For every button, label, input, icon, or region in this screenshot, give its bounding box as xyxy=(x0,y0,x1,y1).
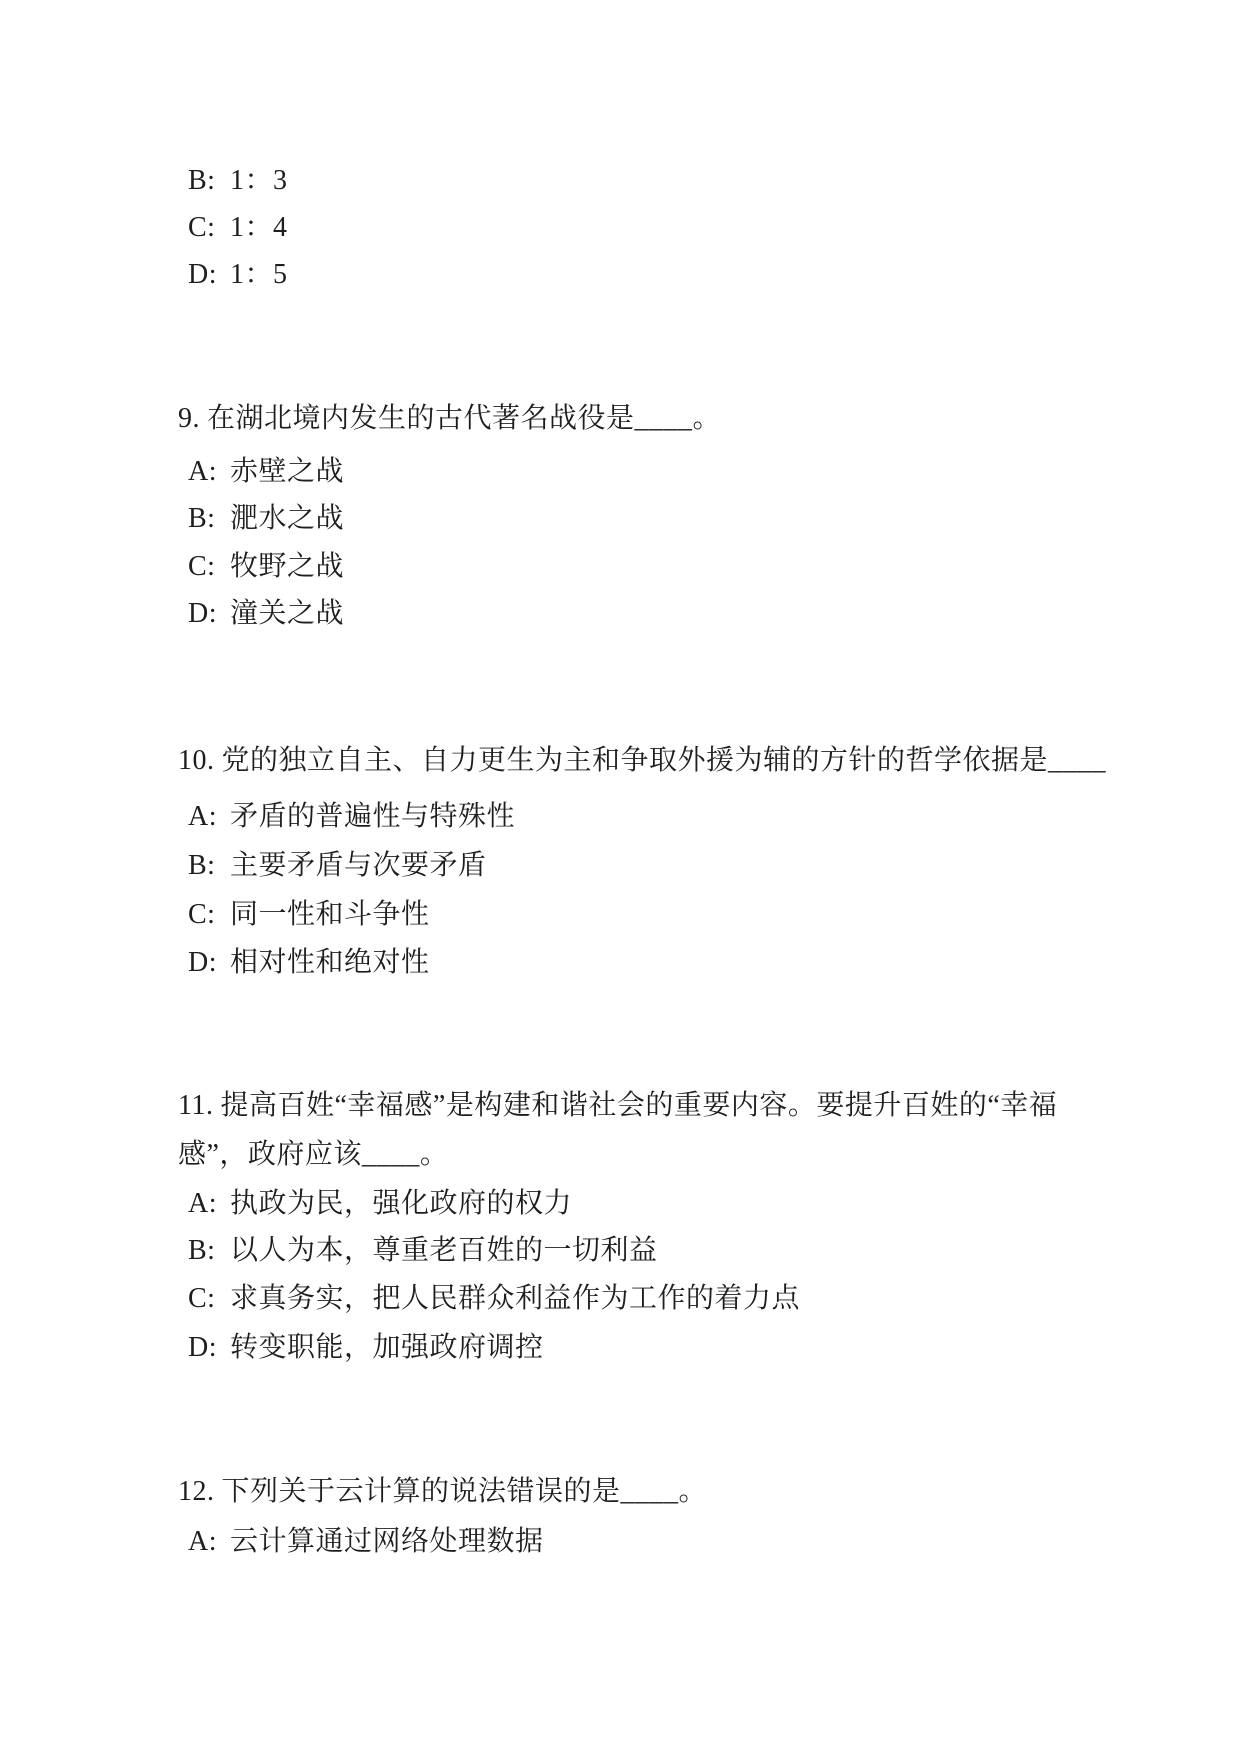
option-label: A: xyxy=(188,1526,217,1557)
option-label: D: xyxy=(188,259,217,290)
option-text: 同一性和斗争性 xyxy=(230,899,430,930)
question-11-stem-line-1 xyxy=(178,1088,1178,1124)
option-label: A: xyxy=(188,456,217,487)
option-text: 赤壁之战 xyxy=(230,456,345,487)
option-text: 潼关之战 xyxy=(230,598,345,629)
option-label: D: xyxy=(188,947,217,978)
question-9-stem xyxy=(178,401,1178,437)
option-text: 主要矛盾与次要矛盾 xyxy=(230,850,487,881)
question-stem-text: 感”，政府应该____。 xyxy=(178,1139,449,1170)
option-label: D: xyxy=(188,1332,217,1363)
option-label: C: xyxy=(188,1283,216,1314)
question-11-option-c xyxy=(188,1281,1188,1317)
option-text: 1：5 xyxy=(230,259,288,290)
option-label: A: xyxy=(188,801,217,832)
question-12-stem xyxy=(178,1474,1178,1510)
question-11-option-b xyxy=(188,1233,1188,1269)
option-text: 执政为民，强化政府的权力 xyxy=(230,1188,573,1219)
option-label: A: xyxy=(188,1188,217,1219)
question-number: 11. xyxy=(178,1090,214,1121)
option-label: B: xyxy=(188,503,216,534)
option-text: 云计算通过网络处理数据 xyxy=(230,1526,544,1557)
option-text: 以人为本，尊重老百姓的一切利益 xyxy=(230,1235,658,1266)
question-9-option-b xyxy=(188,501,1188,537)
option-text: 求真务实，把人民群众利益作为工作的着力点 xyxy=(230,1283,801,1314)
question-stem-text: 下列关于云计算的说法错误的是____。 xyxy=(221,1476,708,1507)
question-number: 9. xyxy=(178,403,200,434)
option-text: 1：3 xyxy=(230,165,288,196)
question-number: 10. xyxy=(178,745,215,776)
question-10-option-b xyxy=(188,848,1188,884)
carryover-option-d xyxy=(188,257,1188,293)
option-text: 相对性和绝对性 xyxy=(230,947,430,978)
option-text: 淝水之战 xyxy=(230,503,345,534)
option-text: 牧野之战 xyxy=(230,551,345,582)
question-10-option-a xyxy=(188,799,1188,835)
question-11-option-a xyxy=(188,1186,1188,1222)
carryover-option-c xyxy=(188,210,1188,246)
question-10-option-d xyxy=(188,945,1188,981)
question-stem-text: 在湖北境内发生的古代著名战役是____。 xyxy=(207,403,722,434)
question-11-stem-line-2 xyxy=(178,1137,1178,1173)
option-label: B: xyxy=(188,165,216,196)
question-10-stem xyxy=(178,743,1178,779)
carryover-option-b xyxy=(188,163,1188,199)
question-9-option-d xyxy=(188,596,1188,632)
option-label: B: xyxy=(188,850,216,881)
question-number: 12. xyxy=(178,1476,215,1507)
option-label: C: xyxy=(188,212,216,243)
question-stem-text: 党的独立自主、自力更生为主和争取外援为辅的方针的哲学依据是____ xyxy=(221,745,1107,776)
option-label: C: xyxy=(188,551,216,582)
option-text: 矛盾的普遍性与特殊性 xyxy=(230,801,516,832)
option-text: 转变职能，加强政府调控 xyxy=(230,1332,544,1363)
option-label: C: xyxy=(188,899,216,930)
option-text: 1：4 xyxy=(230,212,288,243)
question-11-option-d xyxy=(188,1330,1188,1366)
question-9-option-a xyxy=(188,454,1188,490)
option-label: B: xyxy=(188,1235,216,1266)
question-12-option-a xyxy=(188,1524,1188,1560)
question-stem-text: 提高百姓“幸福感”是构建和谐社会的重要内容。要提升百姓的“幸福 xyxy=(220,1090,1058,1121)
question-9-option-c xyxy=(188,549,1188,585)
option-label: D: xyxy=(188,598,217,629)
question-10-option-c xyxy=(188,897,1188,933)
